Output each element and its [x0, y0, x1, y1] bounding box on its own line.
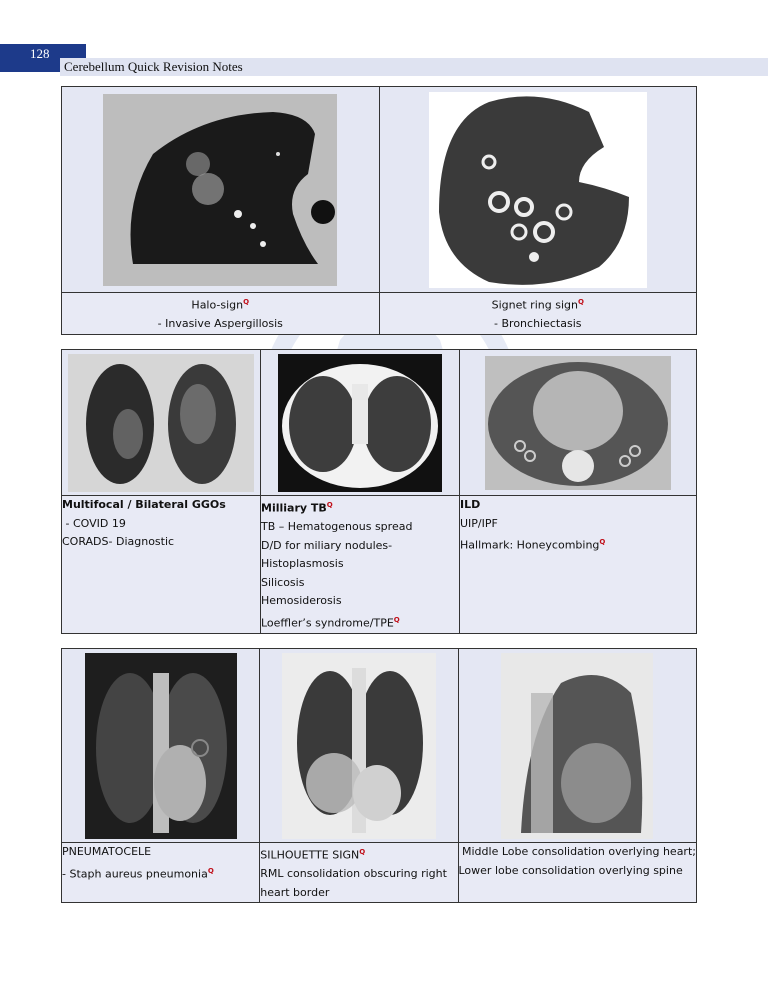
q-mark: Q	[599, 538, 606, 546]
q-mark: Q	[243, 298, 250, 306]
cell-ggo-image	[62, 350, 261, 496]
q-mark: Q	[393, 615, 400, 624]
silhouette-line-2: heart border	[260, 885, 330, 899]
page-number: 128	[0, 44, 86, 72]
cell-miliary-image	[261, 350, 460, 496]
caption-ild	[460, 496, 697, 634]
silhouette-title: SILHOUETTE SIGN	[260, 848, 360, 862]
halo-desc: - Invasive Aspergillosis	[157, 317, 283, 331]
cell-halo-image	[62, 87, 380, 293]
pneumatocele-xray-image	[85, 653, 237, 839]
q-mark: Q	[207, 866, 214, 875]
ild-line-2: Hallmark: Honeycombing	[460, 538, 600, 552]
miliary-line-2: D/D for miliary nodules-	[261, 538, 393, 552]
miliary-line-6: Loeffler’s syndrome/TPE	[261, 616, 394, 630]
miliary-line-1: TB – Hematogenous spread	[261, 520, 413, 534]
lateral-line-2: Lower lobe consolidation overlying spine	[458, 863, 683, 877]
signet-ring-ct-image	[429, 92, 647, 288]
pneumatocele-line: - Staph aureus pneumonia	[62, 867, 208, 881]
miliary-line-4: Silicosis	[261, 575, 305, 589]
cell-ild-image	[460, 350, 697, 496]
caption-halo	[62, 293, 380, 335]
table-diffuse-patterns	[61, 349, 697, 634]
miliary-tb-ct-image	[278, 354, 442, 492]
miliary-line-5: Hemosiderosis	[261, 594, 342, 608]
table-ct-signs	[61, 86, 697, 335]
cell-signet-image	[379, 87, 696, 293]
ild-line-1: UIP/IPF	[460, 516, 498, 530]
lateral-xray-image	[501, 653, 653, 839]
silhouette-sign-xray-image	[282, 653, 436, 839]
caption-miliary	[261, 496, 460, 634]
halo-title: Halo-sign	[191, 298, 244, 312]
lateral-line-1: Middle Lobe consolidation overlying heart;	[458, 845, 696, 858]
q-mark: Q	[577, 298, 584, 306]
cell-lateral-image	[458, 649, 697, 843]
book-title: Cerebellum Quick Revision Notes	[64, 59, 243, 74]
silhouette-line-1: RML consolidation obscuring right	[260, 867, 447, 881]
miliary-title: Milliary TB	[261, 501, 327, 515]
q-mark: Q	[359, 848, 366, 856]
caption-silhouette	[260, 843, 458, 903]
cell-silhouette-image	[260, 649, 458, 843]
caption-pneumatocele	[62, 843, 260, 903]
pneumatocele-title: PNEUMATOCELE	[62, 845, 152, 858]
cell-pneumatocele-image	[62, 649, 260, 843]
signet-title: Signet ring sign	[491, 298, 578, 312]
q-mark: Q	[326, 501, 333, 509]
ild-title: ILD	[460, 498, 481, 511]
caption-ggo	[62, 496, 261, 634]
ild-ct-image	[485, 356, 671, 490]
running-header	[60, 58, 768, 76]
ggo-ct-image	[68, 354, 254, 492]
table-chest-xrays	[61, 648, 697, 903]
ggo-title: Multifocal / Bilateral GGOs	[62, 498, 226, 511]
caption-lateral	[458, 843, 697, 903]
ggo-line-2: CORADS- Diagnostic	[62, 535, 175, 548]
signet-desc: - Bronchiectasis	[494, 317, 582, 331]
halo-sign-ct-image	[103, 94, 337, 286]
ggo-line-1: - COVID 19	[62, 516, 126, 530]
miliary-line-3: Histoplasmosis	[261, 557, 344, 571]
caption-signet	[379, 293, 696, 335]
